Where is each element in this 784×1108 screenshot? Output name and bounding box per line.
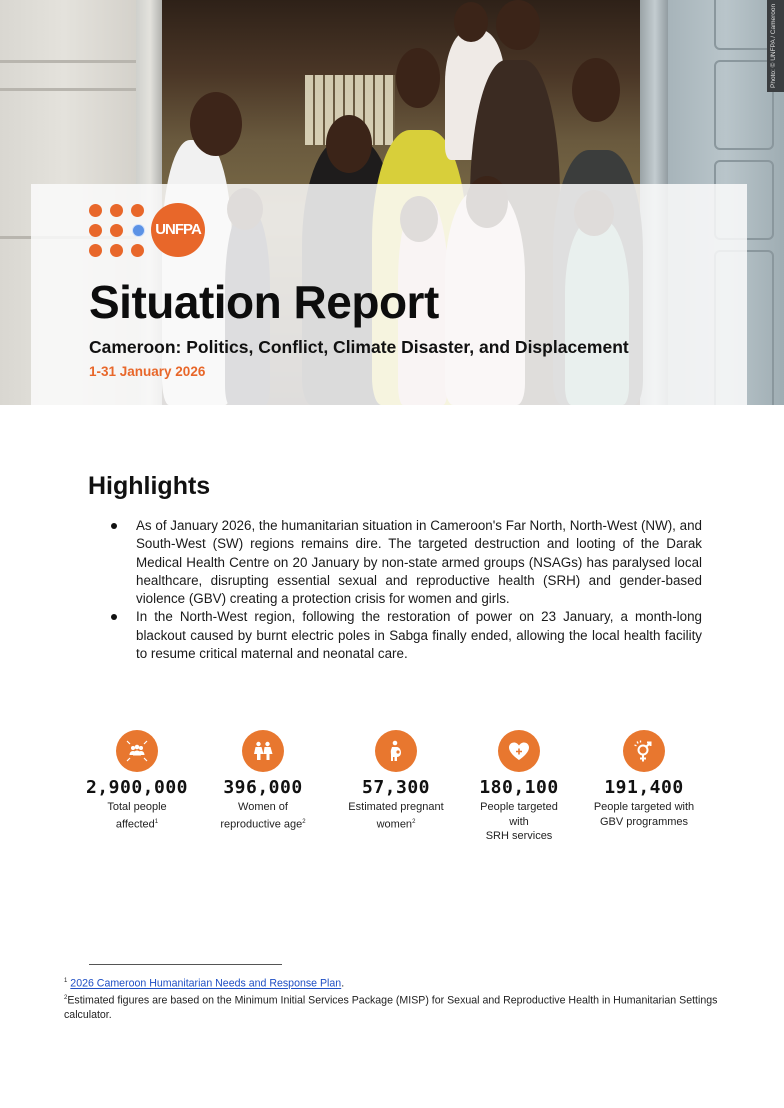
stat-srh-services: 180,100 People targeted with SRH services bbox=[454, 730, 584, 844]
footnotes bbox=[64, 974, 724, 1023]
logo-dot bbox=[131, 244, 144, 257]
unfpa-badge: UNFPA bbox=[151, 203, 205, 257]
highlights-heading: Highlights bbox=[88, 472, 211, 500]
logo-dot bbox=[89, 244, 102, 257]
stat-women-reproductive-age: 396,000 Women of reproductive age$^2$ bbox=[198, 730, 328, 832]
bullet-icon bbox=[111, 614, 117, 620]
logo-dot bbox=[110, 244, 123, 257]
logo-dot bbox=[89, 204, 102, 217]
hnrp-link[interactable]: 2026 Cameroon Humanitarian Needs and Response Plan bbox=[70, 977, 342, 990]
highlight-item: As of January 2026, the humanitarian situation in Cameroon's Far North, North-West (NW), and South-West (SW) regions remains dire. The targeted destruction and looting of the Darak Medical Health Centre on 20 January by non-state armed groups (NSAGs) has paralysed local healthcare, disrupting essential sexual and reproductive health (SRH) and gender-based violence (GBV) creating a protection crisis for women and girls. bbox=[111, 517, 702, 608]
un-emblem-icon bbox=[132, 224, 145, 237]
logo-dot bbox=[89, 224, 102, 237]
footnote-1: $^1$ 2026 Cameroon Humanitarian Needs and Response Plan. bbox=[64, 977, 345, 990]
stat-gbv-programmes: 191,400 People targeted with GBV programmes bbox=[579, 730, 709, 829]
stat-pregnant-women: 57,300 Estimated pregnant women$^2$ bbox=[331, 730, 461, 832]
page-title: Situation Report bbox=[89, 276, 439, 328]
photo-person-head bbox=[454, 2, 488, 42]
women-icon bbox=[242, 730, 284, 772]
people-group-icon bbox=[116, 730, 158, 772]
bullet-icon bbox=[111, 523, 117, 529]
footnote-2: $^2$Estimated figures are based on the Minimum Initial Services Package (MISP) for Sexual and Reproductive Health in Humanitarian Settings calculator. bbox=[64, 994, 718, 1022]
heart-plus-icon bbox=[498, 730, 540, 772]
photo-credit: Photo: © UNFPA / Cameroon bbox=[767, 0, 784, 92]
photo-person-head bbox=[326, 115, 372, 173]
gender-symbol-icon bbox=[623, 730, 665, 772]
footnote-divider bbox=[89, 964, 282, 965]
photo-person-head bbox=[396, 48, 440, 108]
logo-dot bbox=[110, 204, 123, 217]
logo-dot bbox=[110, 224, 123, 237]
photo-person-head bbox=[572, 58, 620, 122]
unfpa-logo bbox=[89, 203, 201, 259]
stat-total-people-affected: 2,900,000 Total people affected$^1$ bbox=[72, 730, 202, 832]
report-date-range: 1-31 January 2026 bbox=[89, 364, 206, 379]
photo-person-head bbox=[496, 0, 540, 50]
logo-dot bbox=[131, 204, 144, 217]
photo-person-head bbox=[190, 92, 242, 156]
page-subtitle: Cameroon: Politics, Conflict, Climate Disaster, and Displacement bbox=[89, 337, 629, 357]
pregnant-woman-icon bbox=[375, 730, 417, 772]
highlight-item: In the North-West region, following the restoration of power on 23 January, a month-long blackout caused by burnt electric poles in Sabga finally ended, allowing the local health facility to resume critical maternal and neonatal care. bbox=[111, 608, 702, 663]
highlights-list bbox=[111, 517, 702, 663]
